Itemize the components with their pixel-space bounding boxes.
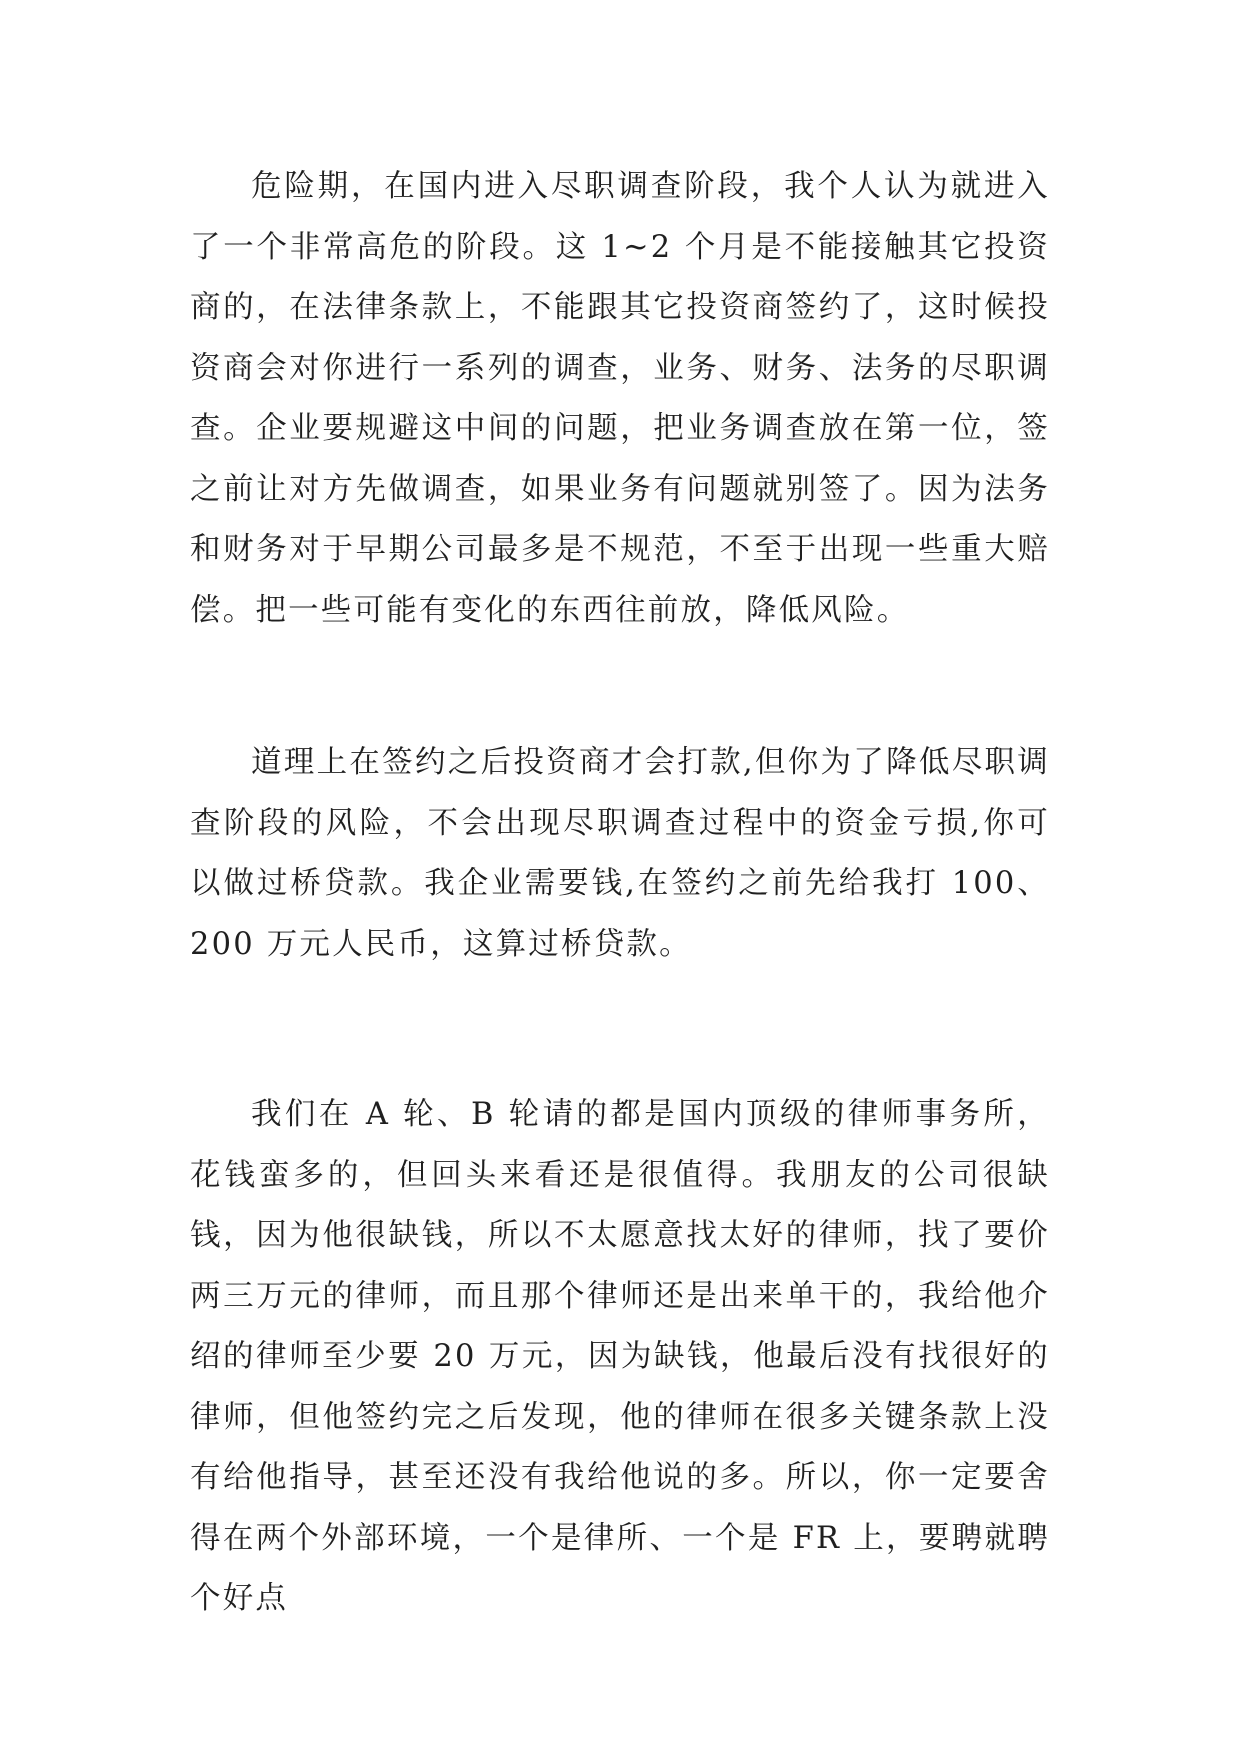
paragraph-due-diligence-risk: 危险期，在国内进入尽职调查阶段，我个人认为就进入了一个非常高危的阶段。这 1~2 个月是不能接触其它投资商的，在法律条款上，不能跟其它投资商签约了，这时候投资商会对你进行一系列的调查，业务、财务、法务的尽职调查。企业要规避这中间的问题，把业务调查放在第一位，签之前让对方先做调查，如果业务有问题就别签了。因为法务和财务对于早期公司最多是不规范，不至于出现一些重大赔偿。把一些可能有变化的东西往前放，降低风险。	[190, 169, 1050, 628]
paragraph-bridge-loan: 道理上在签约之后投资商才会打款,但你为了降低尽职调查阶段的风险，不会出现尽职调查过程中的资金亏损,你可以做过桥贷款。我企业需要钱,在签约之前先给我打 100、200 万元人民币，这算过桥贷款。	[190, 745, 1050, 962]
paragraph-law-firm-advice: 我们在 A 轮、B 轮请的都是国内顶级的律师事务所，花钱蛮多的，但回头来看还是很值得。我朋友的公司很缺钱，因为他很缺钱，所以不太愿意找太好的律师，找了要价两三万元的律师，而且那个律师还是出来单干的，我给他介绍的律师至少要 20 万元，因为缺钱，他最后没有找很好的律师，但他签约完之后发现，他的律师在很多关键条款上没有给他指导，甚至还没有我给他说的多。所以，你一定要舍得在两个外部环境，一个是律所、一个是 FR 上，要聘就聘个好点	[190, 1097, 1050, 1616]
